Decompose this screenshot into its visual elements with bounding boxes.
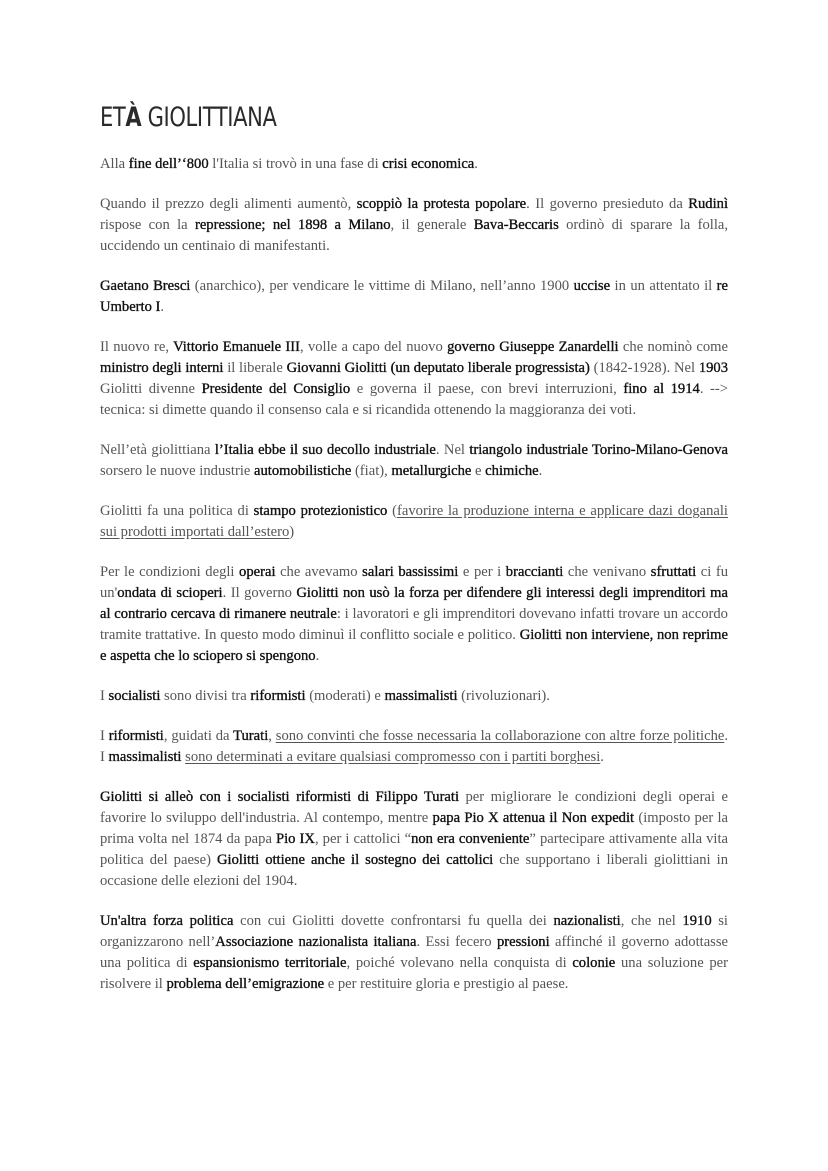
paragraph-3 <box>100 276 728 318</box>
text-run: ) <box>289 524 295 540</box>
bold-text: non era conveniente <box>411 831 530 847</box>
text-run: , volle a capo del nuovo <box>299 339 448 355</box>
text-run: . Il governo presieduto da <box>526 196 689 212</box>
text-run: Per le condizioni degli <box>100 564 240 580</box>
text-run: con cui Giolitti dovette confrontarsi fu quella dei <box>233 913 554 929</box>
text-run: si organizzarono nell’ <box>100 913 728 950</box>
text-run: . <box>160 299 165 315</box>
text-run: ordinò di sparare la folla, uccidendo un centinaio di manifestanti. <box>100 217 728 254</box>
bold-text: scoppiò la protesta popolare <box>356 196 527 212</box>
text-run: una soluzione per risolvere il <box>100 955 729 992</box>
bold-text: massimalisti <box>384 688 458 704</box>
bold-text: Pio IX <box>276 831 315 847</box>
text-run: , il generale <box>390 217 474 233</box>
bold-text: Giolitti non usò la forza per difendere gli interessi degli imprenditori ma al contrario cercava di rimanere neutrale <box>100 585 728 622</box>
bold-text: repressione; nel 1898 a Milano <box>194 217 391 233</box>
text-run: . Nel <box>435 442 470 458</box>
bold-text: Rudinì <box>688 196 728 212</box>
paragraph-8 <box>100 686 728 707</box>
paragraph-11 <box>100 911 728 995</box>
bold-text: sfruttati <box>650 564 697 580</box>
text-run: , che nel <box>620 913 683 929</box>
text-run: e governa il paese, con brevi interruzioni, <box>350 381 624 397</box>
text-run: ( <box>387 503 398 519</box>
text-run: (rivoluzionari). <box>457 688 550 704</box>
paragraph-9 <box>100 726 728 768</box>
paragraph-7 <box>100 562 728 667</box>
text-run: il liberale <box>223 360 287 376</box>
bold-text: governo Giuseppe Zanardelli <box>447 339 619 355</box>
paragraph-1 <box>100 154 728 175</box>
text-run: (fiat), <box>351 463 392 479</box>
text-run: ” partecipare attivamente alla vita politica del paese) <box>100 831 729 868</box>
text-run: che nominò come <box>618 339 729 355</box>
text-run: e <box>471 463 486 479</box>
bold-text: Gaetano Bresci <box>100 278 191 294</box>
underlined-text: sono convinti che fosse necessaria la collaborazione con altre forze politiche <box>275 728 725 744</box>
bold-text: riformisti <box>108 728 164 744</box>
text-run: per migliorare le condizioni degli operai e favorire lo sviluppo dell'industria. Al contempo, mentre <box>100 789 728 826</box>
bold-text: re Umberto I <box>100 278 728 315</box>
paragraph-5 <box>100 440 728 482</box>
text-run: . --> tecnica: si dimette quando il consenso cala e si ricandida ottenendo la maggioranza dei voti. <box>100 381 729 418</box>
bold-text: colonie <box>572 955 616 971</box>
bold-text: Giolitti ottiene anche il sostegno dei cattolici <box>217 852 494 868</box>
text-run: , guidati da <box>163 728 234 744</box>
underlined-text: favorire la produzione interna e applicare dazi doganali sui prodotti importati dall’estero <box>100 503 728 540</box>
text-run: . <box>315 648 320 664</box>
document-title <box>100 100 590 136</box>
bold-text: automobilistiche <box>254 463 352 479</box>
text-run: e per restituire gloria e prestigio al paese. <box>324 976 569 992</box>
bold-text: uccise <box>573 278 611 294</box>
text-run: Nell’età giolittiana <box>100 442 215 458</box>
text-run: sono divisi tra <box>160 688 251 704</box>
bold-text: nazionalisti <box>553 913 621 929</box>
bold-text: ondata di scioperi <box>117 585 223 601</box>
text-run: rispose con la <box>100 217 195 233</box>
paragraph-2 <box>100 194 728 257</box>
text-run: che avevamo <box>275 564 363 580</box>
title-part-1: ET <box>100 102 126 133</box>
text-run: Alla <box>100 156 129 172</box>
text-run: affinché il governo adottasse una politica di <box>100 934 729 971</box>
bold-text: 1903 <box>698 360 729 376</box>
text-run: , per i cattolici “ <box>314 831 412 847</box>
text-run: ci fu un' <box>100 564 728 601</box>
text-run: in un attentato il <box>610 278 717 294</box>
bold-text: Giolitti non interviene, non reprime e aspetta che lo sciopero si spengono <box>100 627 728 664</box>
bold-text: Giolitti si alleò con i socialisti riformisti di Filippo Turati <box>100 789 460 805</box>
bold-text: braccianti <box>505 564 564 580</box>
bold-text: triangolo industriale Torino-Milano-Genova <box>469 442 728 458</box>
bold-text: stampo protezionistico <box>253 503 388 519</box>
text-run: (imposto per la prima volta nel 1874 da papa <box>100 810 728 847</box>
text-run: . <box>474 156 478 172</box>
text-run: : i lavoratori e gli imprenditori dovevano infatti trovare un accordo tramite trattative. In questo modo diminuì il conflitto sociale e politico. <box>100 606 728 643</box>
bold-text: massimalisti <box>108 749 182 765</box>
bold-text: crisi economica <box>382 156 475 172</box>
document-body <box>100 154 728 995</box>
bold-text: Vittorio Emanuele III <box>173 339 300 355</box>
bold-text: problema dell’emigrazione <box>166 976 325 992</box>
text-run: (moderati) e <box>305 688 385 704</box>
bold-text: chimiche <box>485 463 539 479</box>
text-run: sorsero le nuove industrie <box>100 463 255 479</box>
bold-text: pressioni <box>496 934 550 950</box>
bold-text: Bava-Beccaris <box>473 217 559 233</box>
paragraph-4 <box>100 337 728 421</box>
bold-text: fine dell’‘800 <box>128 156 209 172</box>
bold-text: Turati <box>233 728 269 744</box>
text-run: Giolitti fa una politica di <box>100 503 254 519</box>
bold-text: Presidente del Consiglio <box>201 381 351 397</box>
paragraph-10 <box>100 787 728 892</box>
bold-text: 1910 <box>682 913 712 929</box>
bold-text: Un'altra forza politica <box>100 913 234 929</box>
text-run: I <box>100 688 109 704</box>
bold-text: fino al 1914 <box>623 381 700 397</box>
text-run: . <box>538 463 543 479</box>
title-accent: À <box>125 102 142 133</box>
text-run: (1842-1928). Nel <box>589 360 699 376</box>
bold-text: Associazione nazionalista italiana <box>215 934 417 950</box>
text-run: . Il governo <box>222 585 297 601</box>
underlined-text: sono determinati a evitare qualsiasi compromesso con i partiti borghesi <box>185 749 601 765</box>
bold-text: espansionismo territoriale <box>193 955 347 971</box>
text-run: Giolitti divenne <box>100 381 202 397</box>
bold-text: papa Pio X attenua il Non expedit <box>432 810 635 826</box>
text-run: Il nuovo re, <box>100 339 174 355</box>
text-run: , poiché volevano nella conquista di <box>346 955 573 971</box>
bold-text: salari bassissimi <box>362 564 459 580</box>
text-run: I <box>100 728 109 744</box>
text-run: (anarchico), per vendicare le vittime di Milano, nell’anno 1900 <box>190 278 574 294</box>
paragraph-6 <box>100 501 728 543</box>
text-run: . Essi fecero <box>416 934 497 950</box>
bold-text: socialisti <box>108 688 161 704</box>
title-part-2: GIOLITTIANA <box>141 102 277 133</box>
text-run: l'Italia si trovò in una fase di <box>208 156 383 172</box>
bold-text: riformisti <box>250 688 306 704</box>
bold-text: ministro degli interni <box>100 360 224 376</box>
bold-text: operai <box>239 564 276 580</box>
bold-text: l’Italia ebbe il suo decollo industriale <box>214 442 436 458</box>
text-run: . <box>600 749 604 765</box>
text-run: e per i <box>458 564 506 580</box>
document-page <box>100 100 728 1014</box>
text-run: , <box>268 728 276 744</box>
text-run: . I <box>100 728 728 765</box>
bold-text: metallurgiche <box>391 463 472 479</box>
text-run: che supportano i liberali giolittiani in occasione delle elezioni del 1904. <box>100 852 729 889</box>
bold-text: Giovanni Giolitti (un deputato liberale progressista) <box>286 360 590 376</box>
text-run: Quando il prezzo degli alimenti aumentò, <box>100 196 357 212</box>
text-run: che venivano <box>563 564 651 580</box>
